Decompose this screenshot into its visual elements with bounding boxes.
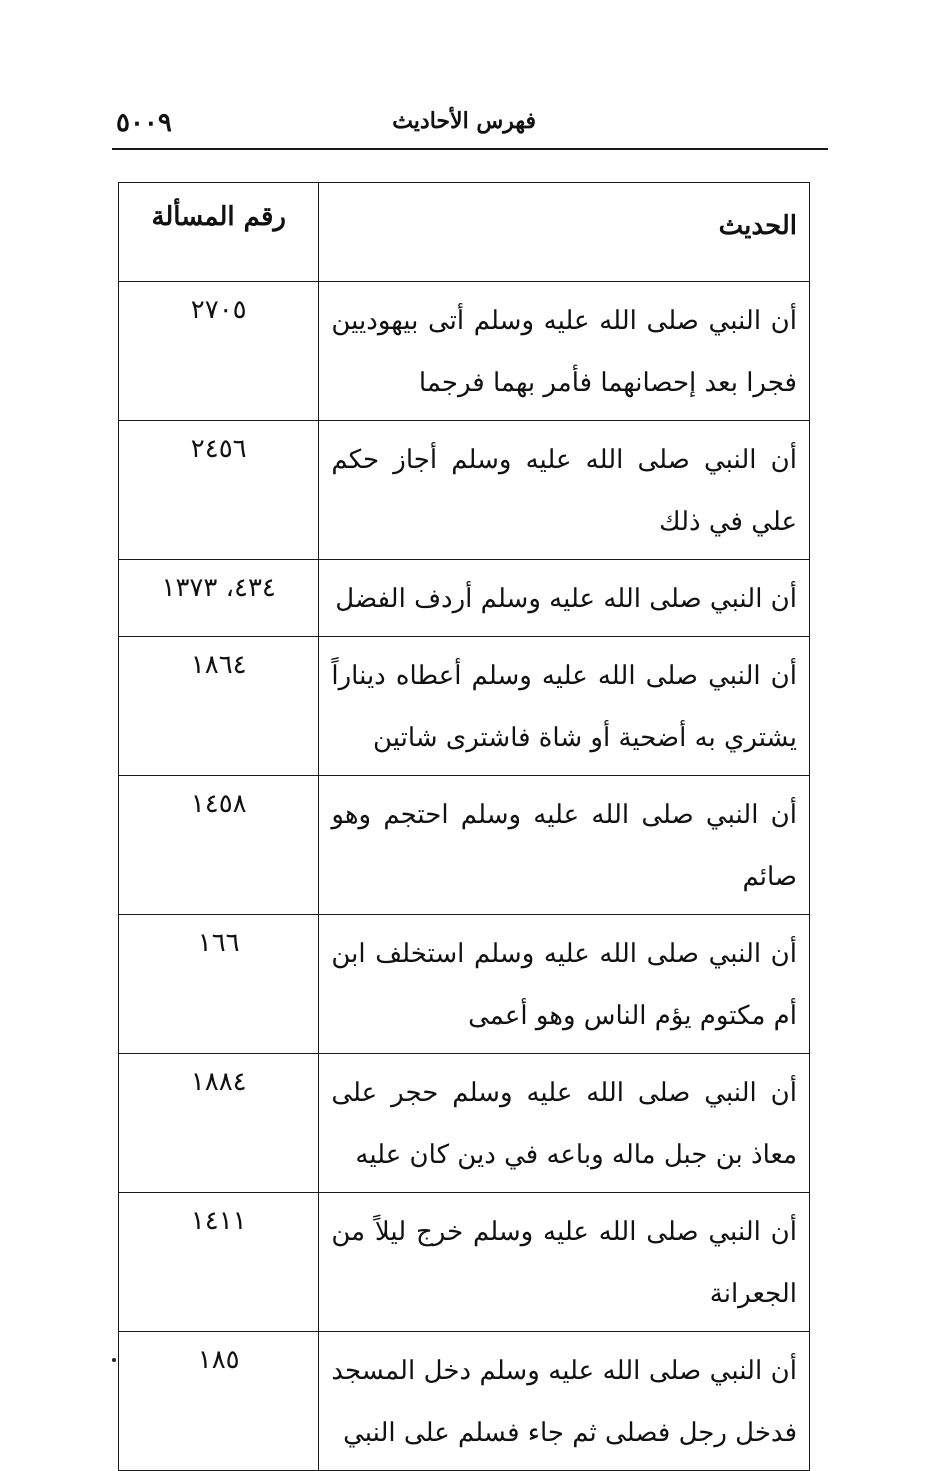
- table-header-row: [119, 183, 810, 282]
- issue-number: ٢٧٠٥: [119, 282, 319, 421]
- table-row: [119, 1332, 810, 1471]
- issue-number: ١٤١١: [119, 1193, 319, 1332]
- table-row: [119, 560, 810, 637]
- page-header: [112, 104, 828, 150]
- hadith-text: أن النبي صلى الله عليه وسلم احتجم وهو صائم: [319, 776, 810, 915]
- table-row: [119, 776, 810, 915]
- column-header-issue-number: رقم المسألة: [119, 183, 319, 282]
- scan-speck: [112, 1358, 116, 1362]
- hadith-text: أن النبي صلى الله عليه وسلم دخل المسجد فدخل رجل فصلى ثم جاء فسلم على النبي: [319, 1332, 810, 1471]
- hadith-index-table: [118, 182, 810, 1471]
- hadith-text: أن النبي صلى الله عليه وسلم استخلف ابن أم مكتوم يؤم الناس وهو أعمى: [319, 915, 810, 1054]
- running-title: فهرس الأحاديث: [392, 108, 536, 134]
- column-header-hadith: الحديث: [319, 183, 810, 282]
- hadith-text: أن النبي صلى الله عليه وسلم أعطاه ديناراً يشتري به أضحية أو شاة فاشترى شاتين: [319, 637, 810, 776]
- hadith-text: أن النبي صلى الله عليه وسلم حجر على معاذ بن جبل ماله وباعه في دين كان عليه: [319, 1054, 810, 1193]
- page-number: ٥٠٠٩: [116, 108, 172, 138]
- issue-number: ١٦٦: [119, 915, 319, 1054]
- table-row: [119, 282, 810, 421]
- issue-number: ١٨٨٤: [119, 1054, 319, 1193]
- table-row: [119, 915, 810, 1054]
- issue-number: ١٤٥٨: [119, 776, 319, 915]
- table-row: [119, 1054, 810, 1193]
- issue-number: ١٨٦٤: [119, 637, 319, 776]
- table-row: [119, 421, 810, 560]
- issue-number: ١٨٥: [119, 1332, 319, 1471]
- hadith-text: أن النبي صلى الله عليه وسلم أجاز حكم علي في ذلك: [319, 421, 810, 560]
- hadith-text: أن النبي صلى الله عليه وسلم خرج ليلاً من الجعرانة: [319, 1193, 810, 1332]
- table-row: [119, 1193, 810, 1332]
- hadith-text: أن النبي صلى الله عليه وسلم أتى بيهوديين فجرا بعد إحصانهما فأمر بهما فرجما: [319, 282, 810, 421]
- table-row: [119, 637, 810, 776]
- hadith-text: أن النبي صلى الله عليه وسلم أردف الفضل: [319, 560, 810, 637]
- issue-number: ٤٣٤، ١٣٧٣: [119, 560, 319, 637]
- issue-number: ٢٤٥٦: [119, 421, 319, 560]
